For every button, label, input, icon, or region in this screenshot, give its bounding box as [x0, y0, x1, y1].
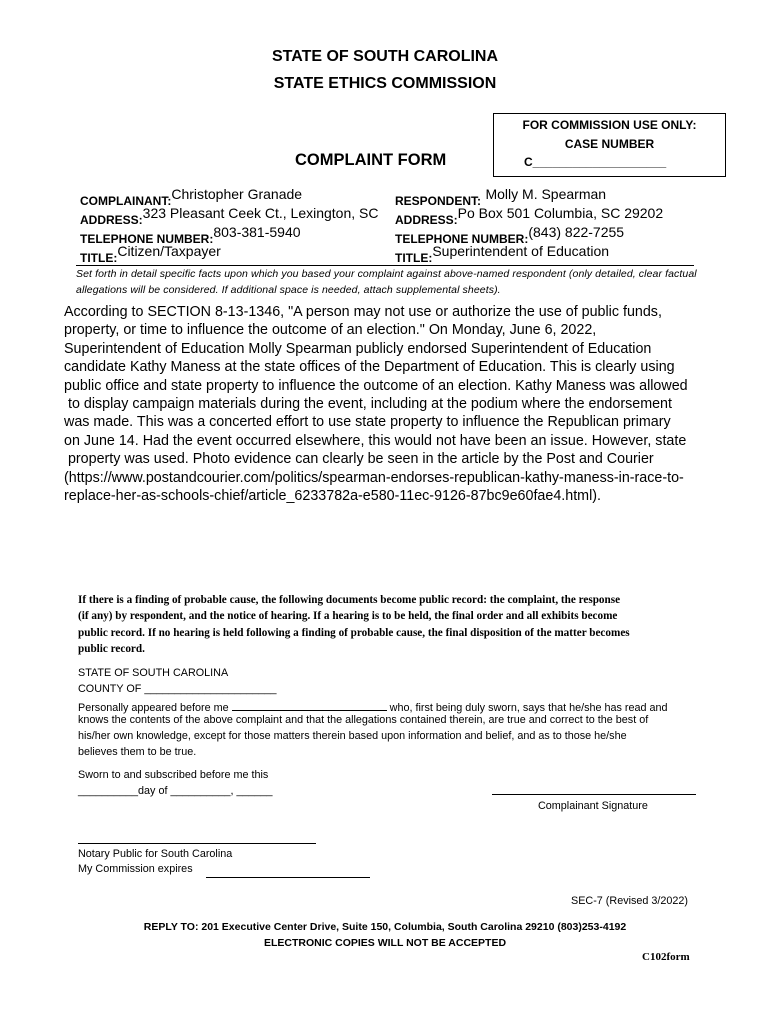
notary-signature-line[interactable]: [78, 843, 316, 844]
complainant-phone-field[interactable]: 803-381-5940: [213, 224, 301, 240]
complaint-line: to display campaign materials during the event, including at the podium where the endorsement: [64, 396, 672, 413]
notice-line: public record. If no hearing is held following a finding of probable cause, the final disposition of the matter becomes: [78, 626, 630, 639]
complainant-address-label: ADDRESS:: [80, 213, 143, 227]
complaint-line: was made. This was a concerted effort to use state property to influence the Republican primary: [64, 414, 671, 431]
affidavit-line: knows the contents of the above complaint and that the allegations contained therein, are true and correct to the best of: [78, 714, 649, 726]
complainant-address-field[interactable]: 323 Pleasant Ceek Ct., Lexington, SC: [142, 205, 379, 221]
complaint-line: Superintendent of Education Molly Spearman publicly endorsed Superintendent of Education: [64, 340, 652, 357]
complainant-name-field[interactable]: Christopher Granade: [171, 186, 303, 202]
complainant-title-label: TITLE:: [80, 251, 118, 265]
respondent-address-label: ADDRESS:: [395, 213, 458, 227]
complaint-line: (https://www.postandcourier.com/politics/spearman-endorses-republican-kathy-maness-in-race-to-: [64, 469, 684, 486]
reply-to-address: REPLY TO: 201 Executive Center Drive, Suite 150, Columbia, South Carolina 29210 (803)253-4192: [143, 921, 627, 933]
notice-line: public record.: [78, 643, 145, 656]
appeared-prefix: Personally appeared before me: [78, 702, 229, 714]
case-number-field[interactable]: C____________________: [524, 155, 667, 169]
complaint-line: candidate Kathy Maness at the state offices of the Department of Education. This is clearly using: [64, 359, 675, 376]
sworn-date-field[interactable]: __________day of __________, ______: [78, 785, 273, 797]
case-number-label: CASE NUMBER: [564, 137, 655, 151]
complainant-signature-line[interactable]: [492, 794, 696, 795]
respondent-address-field[interactable]: Po Box 501 Columbia, SC 29202: [457, 205, 664, 221]
complaint-line: on June 14. Had the event occurred elsewhere, this would not have been an issue. However, state: [64, 432, 687, 449]
respondent-title-field[interactable]: Superintendent of Education: [432, 243, 610, 259]
complaint-line: According to SECTION 8-13-1346, "A person may not use or authorize the use of public funds,: [64, 304, 662, 320]
complainant-phone-label: TELEPHONE NUMBER:: [80, 232, 214, 246]
header-state: STATE OF SOUTH CAROLINA: [271, 48, 499, 65]
affidavit-line: his/her own knowledge, except for those matters therein based upon information and belief, and as to those he/she: [78, 730, 627, 742]
electronic-copies-notice: ELECTRONIC COPIES WILL NOT BE ACCEPTED: [263, 937, 507, 949]
notary-expires-label: My Commission expires: [78, 863, 193, 875]
notary-expires-row: [78, 863, 193, 875]
respondent-phone-label: TELEPHONE NUMBER:: [395, 232, 529, 246]
affidavit-state: STATE OF SOUTH CAROLINA: [78, 667, 229, 679]
complaint-line: property was used. Photo evidence can clearly be seen in the article by the Post and Courier: [64, 451, 654, 468]
complaint-line: property, or time to influence the outcome of an election." On Monday, June 6, 2022,: [64, 322, 597, 339]
respondent-title-label: TITLE:: [395, 251, 433, 265]
notary-label: Notary Public for South Carolina: [78, 848, 233, 860]
respondent-phone-field[interactable]: (843) 822-7255: [528, 224, 625, 240]
complainant-label: COMPLAINANT:: [80, 194, 172, 208]
appeared-name-field[interactable]: [232, 699, 387, 711]
form-id: C102form: [642, 951, 690, 963]
complaint-line: replace-her-as-schools-chief/article_6233782a-e580-11ec-9126-87bc9e60fae4.html).: [64, 488, 601, 505]
respondent-label: RESPONDENT:: [395, 194, 482, 208]
instructions-text: Set forth in detail specific facts upon which you based your complaint against above-named respondent (only detailed, clear factual allegations will be considered. If additional space is needed, attach supplemental sheets).: [76, 268, 697, 296]
complaint-line: public office and state property to influence the outcome of an election. Kathy Maness was allowed: [64, 377, 688, 394]
header-commission: STATE ETHICS COMMISSION: [273, 75, 497, 92]
public-record-notice: [78, 592, 698, 658]
sworn-statement: Sworn to and subscribed before me this: [78, 769, 269, 781]
complainant-signature-label: Complainant Signature: [538, 800, 648, 812]
affidavit-appeared-row: [78, 699, 668, 714]
affidavit-county-field[interactable]: COUNTY OF ______________________: [78, 683, 277, 695]
appeared-suffix: who, first being duly sworn, says that he/she has read and: [389, 702, 668, 714]
respondent-name-field[interactable]: Molly M. Spearman: [485, 186, 607, 202]
notice-line: (if any) by respondent, and the notice of hearing. If a hearing is to be held, the final order and all exhibits become: [78, 610, 618, 623]
commission-use-box: [493, 113, 726, 177]
form-code: SEC-7 (Revised 3/2022): [571, 895, 689, 907]
affidavit-line: believes them to be true.: [78, 746, 197, 758]
notice-line: If there is a finding of probable cause, the following documents become public record: the complaint, the response: [78, 594, 621, 606]
complaint-details-field[interactable]: [64, 303, 724, 505]
commission-use-label: FOR COMMISSION USE ONLY:: [522, 118, 697, 132]
commission-expires-field[interactable]: [206, 877, 370, 878]
complainant-title-field[interactable]: Citizen/Taxpayer: [117, 243, 221, 259]
form-title: COMPLAINT FORM: [295, 151, 447, 169]
